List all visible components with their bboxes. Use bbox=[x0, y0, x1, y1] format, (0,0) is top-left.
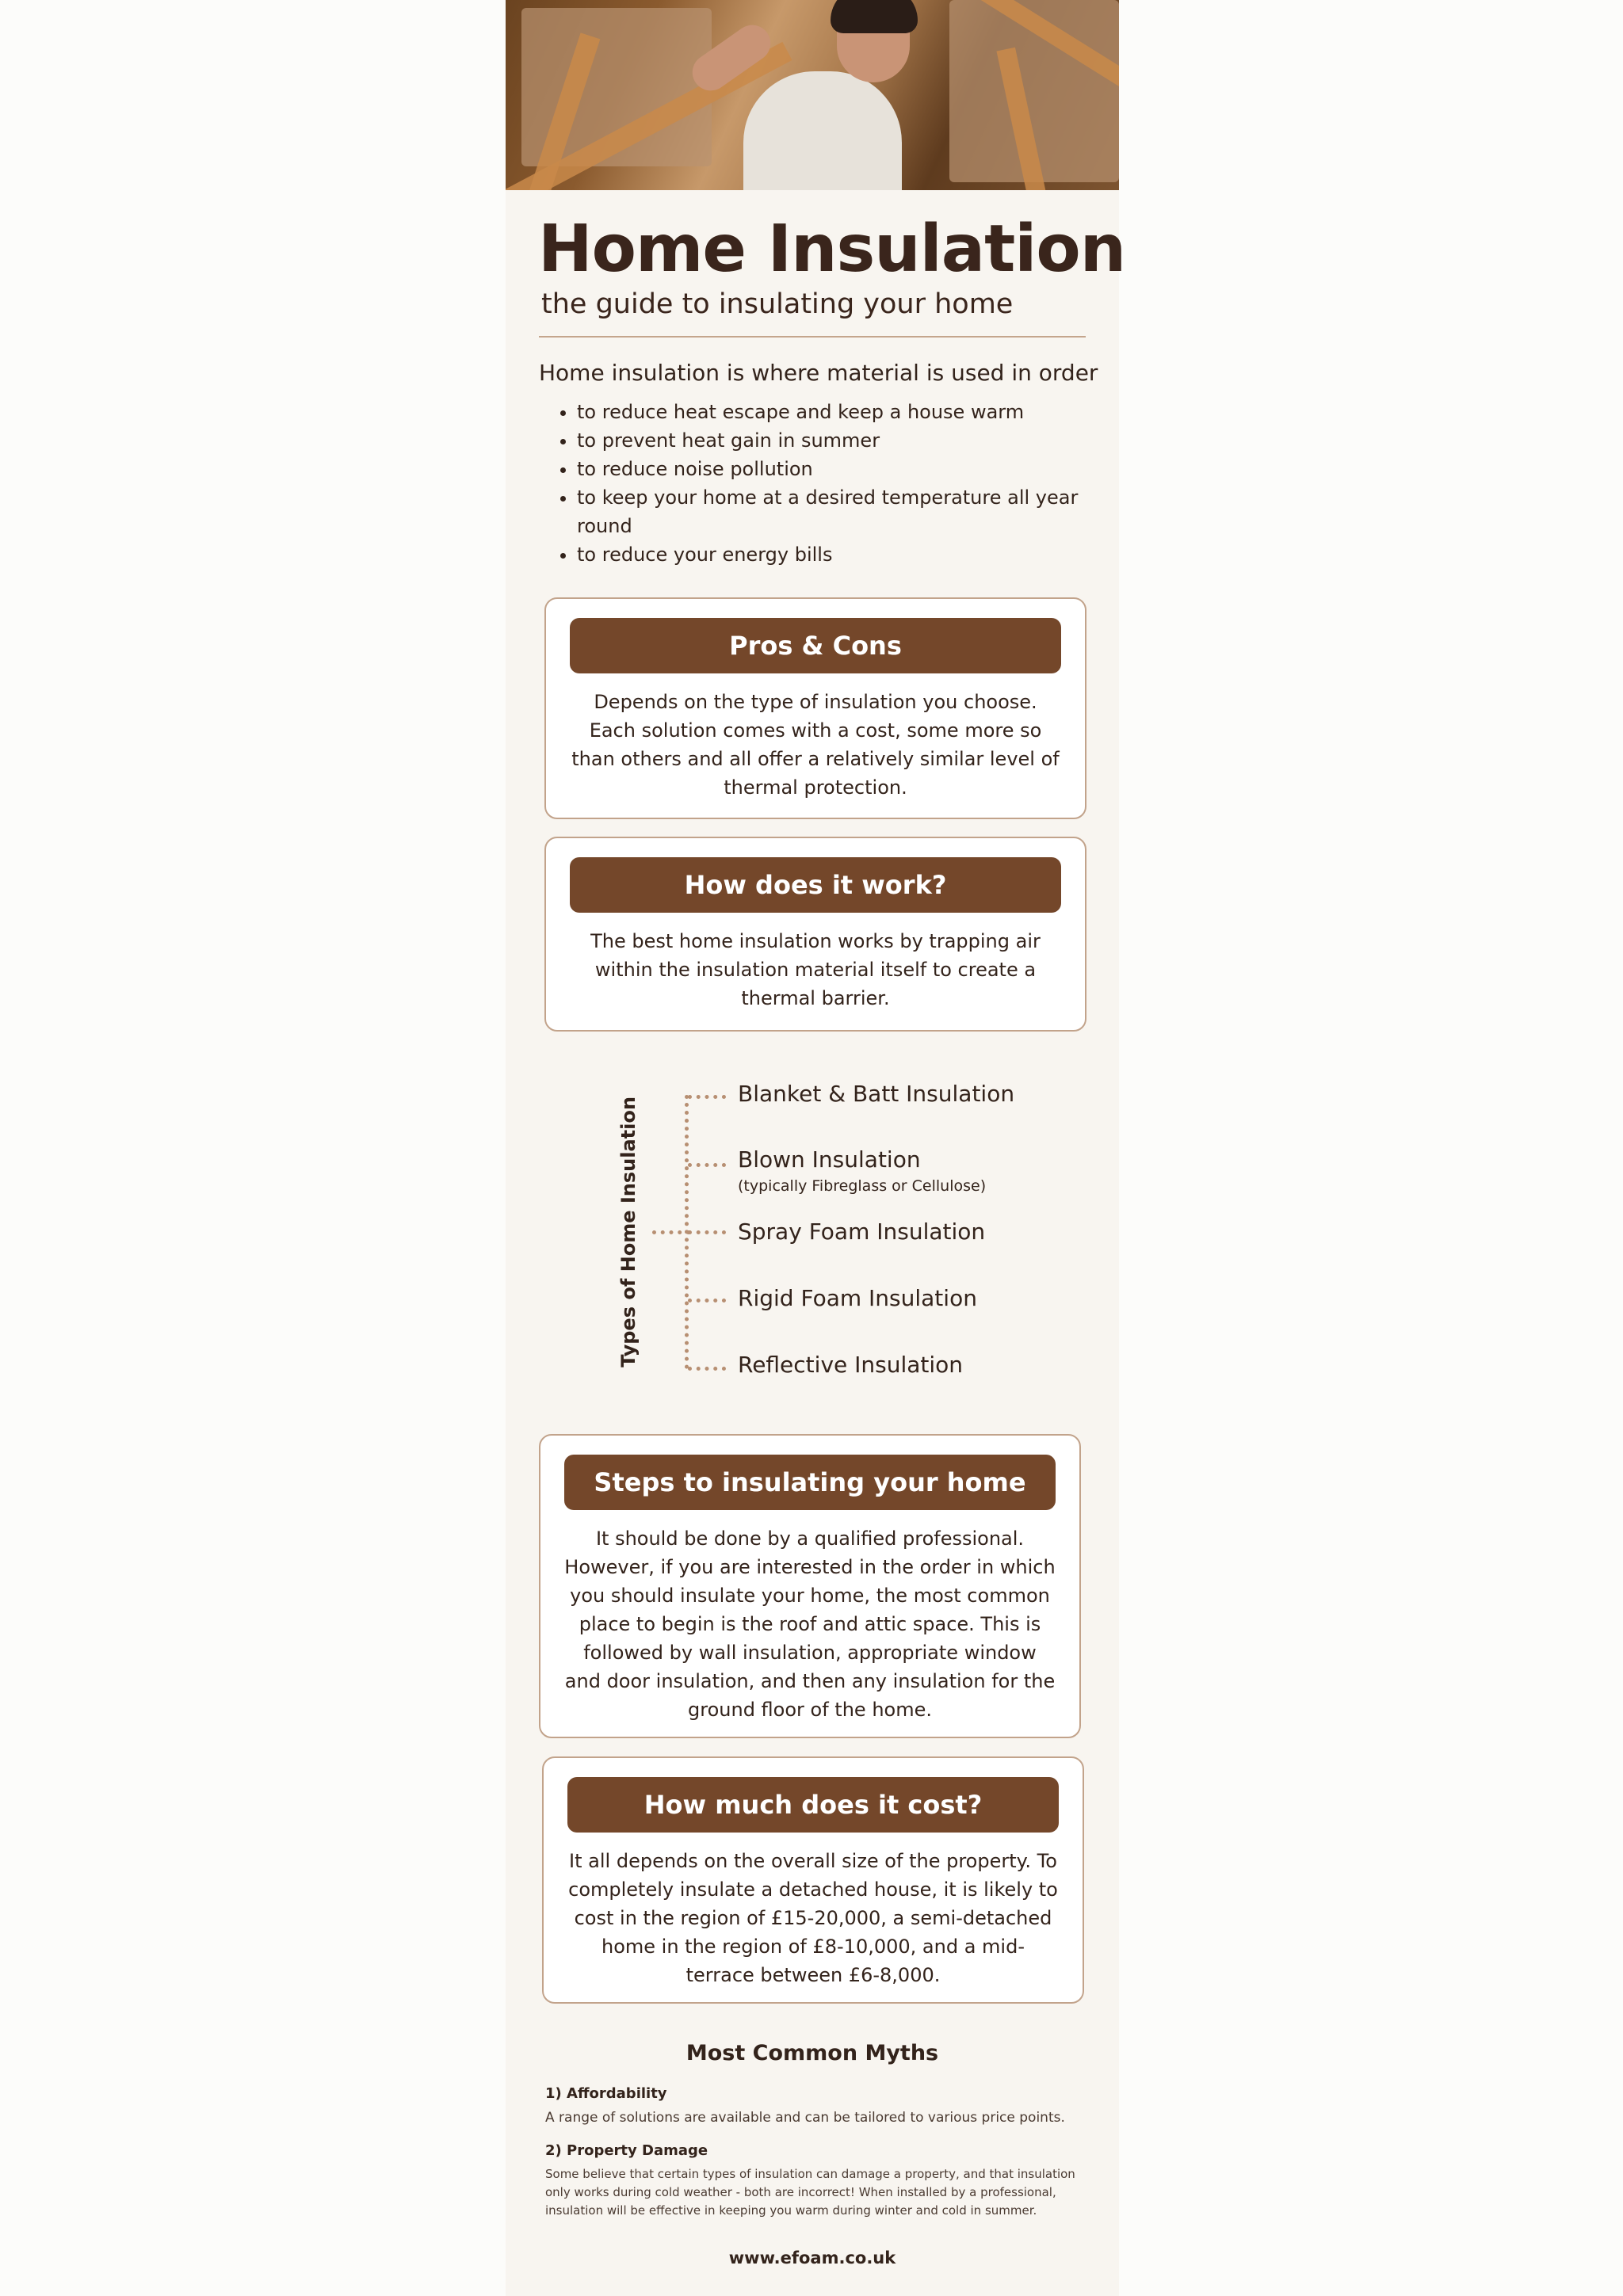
list-item: • to prevent heat gain in summer bbox=[577, 426, 1084, 455]
tree-branch bbox=[688, 1299, 726, 1302]
list-item: • to reduce your energy bills bbox=[577, 540, 1084, 569]
footer-url[interactable]: www.efoam.co.uk bbox=[728, 2248, 896, 2267]
list-item: • to reduce heat escape and keep a house warm bbox=[577, 398, 1084, 426]
tree-branch bbox=[688, 1163, 726, 1167]
infographic-column bbox=[506, 0, 1126, 2296]
types-label: Types of Home Insulation bbox=[617, 1097, 640, 1367]
type-spray-foam: Spray Foam Insulation bbox=[738, 1219, 986, 1245]
person-hair bbox=[831, 0, 918, 33]
type-blown: Blown Insulation bbox=[738, 1146, 921, 1173]
pros-cons-heading: Pros & Cons bbox=[570, 618, 1061, 673]
steps-card bbox=[539, 1434, 1081, 1738]
steps-text: It should be done by a qualified professional. However, if you are interested in the order in which you should insulate your home, the most common place to begin is the roof and attic space. This is followed by wall insulation, appropriate window and door insulation, and then any insulation for the ground floor of the home. bbox=[564, 1527, 1056, 1721]
myth-heading: 2) Property Damage bbox=[545, 2142, 708, 2159]
myth-text: A range of solutions are available and can be tailored to various price points. bbox=[545, 2110, 1065, 2126]
steps-heading: Steps to insulating your home bbox=[564, 1455, 1056, 1510]
list-item: • to reduce noise pollution bbox=[577, 455, 1084, 483]
page-title: Home Insulation bbox=[538, 212, 1126, 287]
list-item: • to keep your home at a desired temperature all year round bbox=[577, 483, 1084, 540]
how-it-works-heading: How does it work? bbox=[570, 857, 1061, 913]
type-blown-note: (typically Fibreglass or Cellulose) bbox=[738, 1177, 987, 1195]
myth-heading: 1) Affordability bbox=[545, 2085, 667, 2102]
hero-photo bbox=[506, 0, 1119, 190]
pros-cons-card bbox=[544, 597, 1086, 819]
divider bbox=[539, 336, 1086, 338]
type-rigid-foam: Rigid Foam Insulation bbox=[738, 1285, 977, 1311]
tree-branch bbox=[688, 1230, 726, 1234]
myth-text: Some believe that certain types of insulation can damage a property, and that insulation only works during cold weather - both are incorrect! When installed by a professional, insulation will be effective in keeping you warm during winter and cold in summer. bbox=[545, 2167, 1075, 2218]
cost-text: It all depends on the overall size of the property. To completely insulate a detached house, it is likely to cost in the region of £15-20,000, a semi-detached home in the region of £8-10,000, and a mid-terrace between £6-8,000. bbox=[568, 1850, 1058, 1986]
tree-branch bbox=[688, 1367, 726, 1371]
intro-lead: Home insulation is where material is used in order bbox=[539, 360, 1098, 386]
how-it-works-card bbox=[544, 837, 1086, 1032]
cost-heading: How much does it cost? bbox=[567, 1777, 1059, 1833]
type-blanket-batt: Blanket & Batt Insulation bbox=[738, 1081, 1015, 1107]
person-body bbox=[743, 71, 902, 190]
type-reflective: Reflective Insulation bbox=[738, 1352, 964, 1378]
page-subtitle: the guide to insulating your home bbox=[541, 288, 1014, 320]
how-it-works-text: The best home insulation works by trapping air within the insulation material itself to create a thermal barrier. bbox=[590, 930, 1041, 1009]
myths-title: Most Common Myths bbox=[685, 2041, 939, 2065]
tree-branch bbox=[688, 1095, 726, 1099]
pros-cons-text: Depends on the type of insulation you choose. Each solution comes with a cost, some more so than others and all offer a relatively similar level of thermal protection. bbox=[571, 691, 1060, 799]
cost-card bbox=[542, 1756, 1084, 2004]
intro-bullet-list bbox=[539, 398, 1084, 569]
